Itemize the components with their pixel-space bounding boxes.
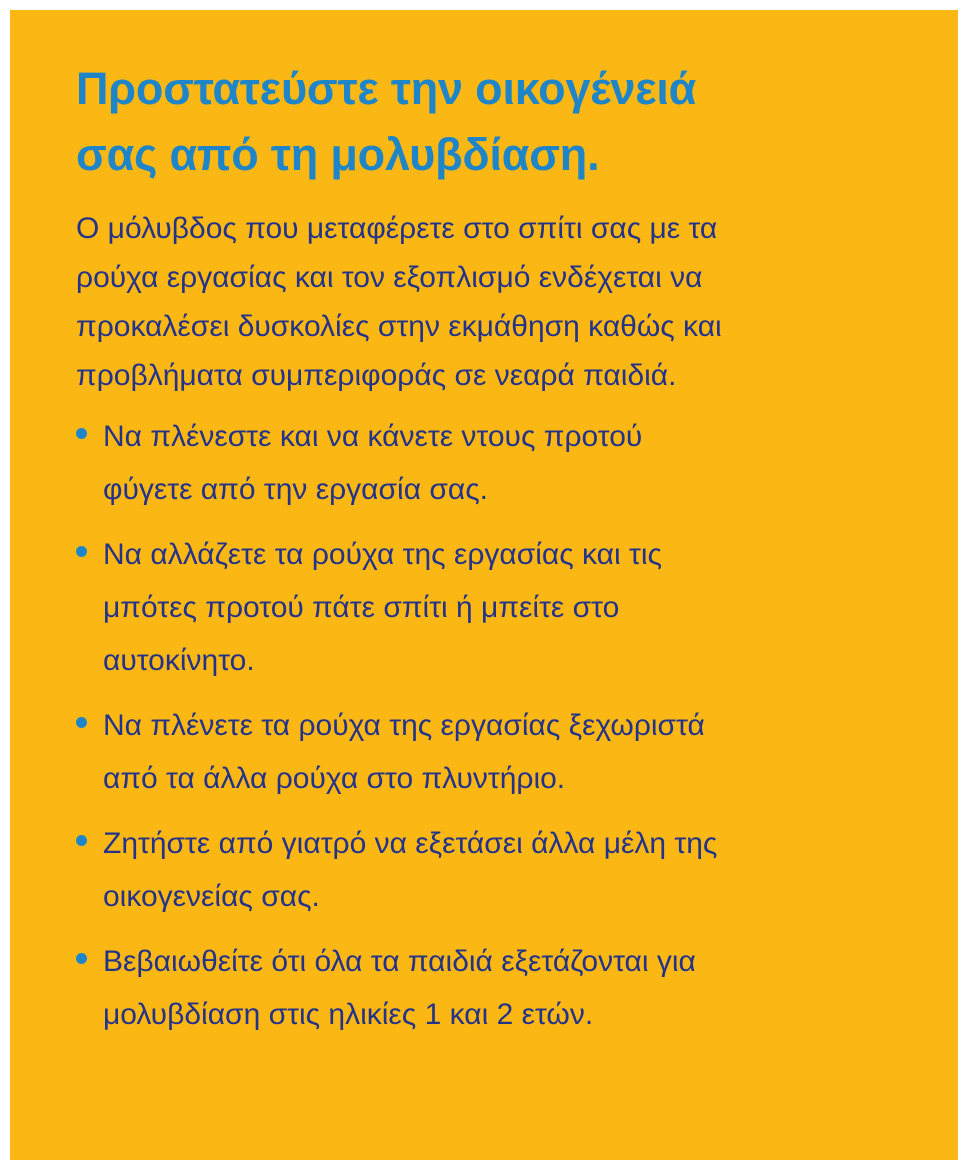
- bullet-dot-icon: [76, 428, 87, 439]
- bullet-dot-icon: [76, 717, 87, 728]
- bullet-dot-icon: [76, 953, 87, 964]
- info-panel: [10, 10, 958, 1160]
- intro-line: προκαλέσει δυσκολίες στην εκμάθηση καθώς και: [76, 310, 722, 343]
- panel-content: [76, 56, 926, 1053]
- bullet-line: μπότες προτού πάτε σπίτι ή μπείτε στο: [103, 591, 620, 624]
- intro-line: Ο μόλυβδος που μεταφέρετε στο σπίτι σας με τα: [76, 212, 718, 245]
- intro-line: προβλήματα συμπεριφοράς σε νεαρά παιδιά.: [76, 359, 677, 392]
- bullet-dot-icon: [76, 546, 87, 557]
- bullet-item-doctor-check: [76, 817, 926, 923]
- bullet-line: Να πλένετε τα ρούχα της εργασίας ξεχωριστά: [103, 709, 705, 742]
- intro-line: ρούχα εργασίας και τον εξοπλισμό ενδέχεται να: [76, 261, 703, 294]
- bullet-line: Βεβαιωθείτε ότι όλα τα παιδιά εξετάζονται για: [103, 945, 696, 978]
- bullet-line: Να αλλάζετε τα ρούχα της εργασίας και τις: [103, 538, 662, 571]
- bullet-line: Να πλένεστε και να κάνετε ντους προτού: [103, 420, 643, 453]
- bullet-line: από τα άλλα ρούχα στο πλυντήριο.: [103, 762, 566, 795]
- bullet-line: οικογενείας σας.: [103, 880, 320, 913]
- bullet-line: Ζητήστε από γιατρό να εξετάσει άλλα μέλη της: [103, 827, 718, 860]
- bullet-dot-icon: [76, 835, 87, 846]
- title-line: σας από τη μολυβδίαση.: [76, 129, 600, 180]
- bullet-item-test-children: [76, 935, 926, 1041]
- bullet-item-shower: [76, 410, 926, 516]
- bullet-line: φύγετε από την εργασία σας.: [103, 473, 489, 506]
- bullet-line: μολυβδίαση στις ηλικίες 1 και 2 ετών.: [103, 998, 594, 1031]
- title-line: Προστατεύστε την οικογένειά: [76, 63, 697, 114]
- bullet-item-change-clothes: [76, 528, 926, 687]
- bullet-item-wash-separately: [76, 699, 926, 805]
- bullet-list: [76, 410, 926, 1041]
- intro-paragraph: [76, 204, 926, 400]
- page-title: [76, 56, 926, 188]
- bullet-line: αυτοκίνητο.: [103, 644, 255, 677]
